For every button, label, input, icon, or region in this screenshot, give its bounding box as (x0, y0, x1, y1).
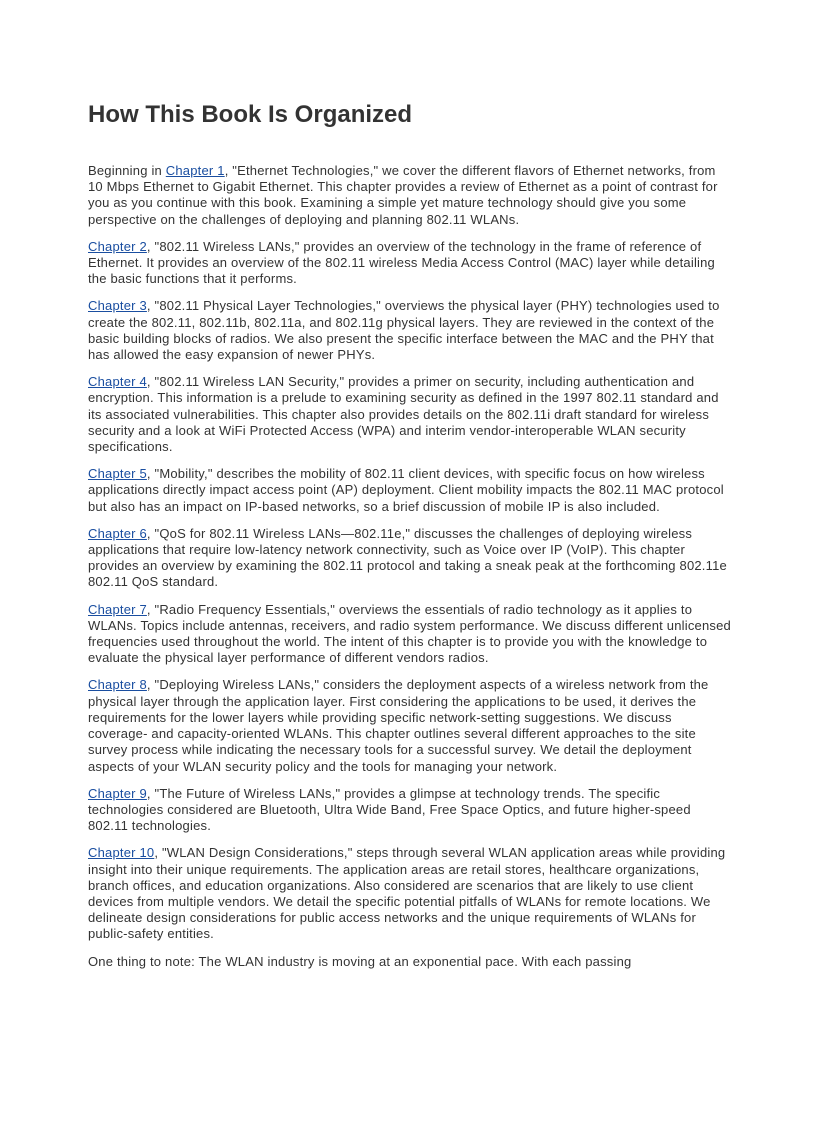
paragraph (88, 374, 734, 455)
paragraph-text: , "802.11 Wireless LAN Security," provides a primer on security, including authentication and encryption. This information is a prelude to examining security as defined in the 1997 802.11 standard and its associated vulnerabilities. This chapter also provides details on the 802.11i draft standard for wireless security and a look at WiFi Protected Access (WPA) and interim vendor-interoperable WLAN security specifications. (88, 374, 719, 455)
chapter-link[interactable]: Chapter 5 (88, 466, 147, 482)
chapter-link[interactable]: Chapter 4 (88, 374, 147, 390)
chapter-link[interactable]: Chapter 3 (88, 298, 147, 314)
chapter-link[interactable]: Chapter 9 (88, 785, 147, 801)
paragraph (88, 466, 734, 515)
paragraph-text: , "Ethernet Technologies," we cover the different flavors of Ethernet networks, from 10 Mbps Ethernet to Gigabit Ethernet. This chapter provides a review of Ethernet as a point of contrast for you as you continue with this book. Examining a simple yet mature technology should give you some perspective on the challenges of deploying and planning 802.11 WLANs. (88, 163, 718, 227)
document-page (88, 98, 734, 981)
chapter-link[interactable]: Chapter 7 (88, 601, 147, 617)
paragraph-text: , "802.11 Wireless LANs," provides an overview of the technology in the frame of reference of Ethernet. It provides an overview of the 802.11 wireless Media Access Control (MAC) layer while detailing the basic functions that it performs. (88, 238, 715, 287)
paragraph (88, 298, 734, 363)
paragraph-text: , "The Future of Wireless LANs," provides a glimpse at technology trends. The specific technologies considered are Bluetooth, Ultra Wide Band, Free Space Optics, and future higher-speed 802.11 technologies. (88, 785, 691, 834)
paragraph (88, 677, 734, 774)
paragraph (88, 786, 734, 835)
chapter-link[interactable]: Chapter 10 (88, 845, 155, 861)
paragraph-text: , "WLAN Design Considerations," steps through several WLAN application areas while providing insight into their unique requirements. The application areas are retail stores, healthcare organizations, branch offices, and education organizations. Also considered are scenarios that are likely to use client devices from multiple vendors. We detail the specific potential pitfalls of WLANs for remote locations. We delineate design considerations for public access networks and the unique requirements of WLANs for public-safety entities. (88, 845, 726, 942)
chapter-link[interactable]: Chapter 6 (88, 525, 147, 541)
paragraph (88, 954, 734, 970)
paragraph (88, 602, 734, 667)
paragraph (88, 239, 734, 288)
paragraph-text: , "802.11 Physical Layer Technologies," overviews the physical layer (PHY) technologies used to create the 802.11, 802.11b, 802.11a, and 802.11g physical layers. They are reviewed in the context of the basic building blocks of radios. We also present the specific interface between the MAC and the PHY that has allowed the easy expansion of newer PHYs. (88, 298, 720, 363)
paragraph (88, 163, 734, 228)
chapter-link[interactable]: Chapter 1 (165, 163, 225, 178)
paragraph-text: , "Mobility," describes the mobility of 802.11 client devices, with specific focus on how wireless applications directly impact access point (AP) deployment. Client mobility impacts the 802.11 MAC protocol but also has an impact on IP-based networks, so a brief discussion of mobile IP is also included. (88, 466, 724, 514)
chapter-link[interactable]: Chapter 8 (88, 677, 147, 693)
paragraph-text: , "Deploying Wireless LANs," considers the deployment aspects of a wireless network from the physical layer through the application layer. First considering the applications to be used, it derives the requirements for the lower layers while providing specific network-setting suggestions. We discuss coverage- and capacity-oriented WLANs. This chapter outlines several different approaches to the site survey process while indicating the necessary tools for a successful survey. We detail the deployment aspects of your WLAN security policy and the tools for managing your network. (88, 677, 709, 774)
paragraph (88, 845, 734, 942)
paragraph-list (88, 163, 734, 970)
paragraph-text-before: One thing to note: The WLAN industry is moving at an exponential pace. With each passing (88, 953, 632, 969)
page-title: How This Book Is Organized (88, 101, 413, 128)
paragraph-text: , "Radio Frequency Essentials," overviews the essentials of radio technology as it applies to WLANs. Topics include antennas, receivers, and radio system performance. We discuss different unlicensed frequencies used throughout the world. The intent of this chapter is to provide you with the knowledge to evaluate the physical layer performance of different vendors radios. (88, 601, 731, 666)
chapter-link[interactable]: Chapter 2 (88, 238, 147, 254)
paragraph (88, 526, 734, 591)
paragraph-text: , "QoS for 802.11 Wireless LANs—802.11e," discusses the challenges of deploying wireless applications that require low-latency network connectivity, such as Voice over IP (VoIP). This chapter provides an overview by examining the 802.11 protocol and taking a sneak peak at the forthcoming 802.11e 802.11 QoS standard. (88, 525, 727, 590)
paragraph-text-before: Beginning in (88, 163, 166, 178)
